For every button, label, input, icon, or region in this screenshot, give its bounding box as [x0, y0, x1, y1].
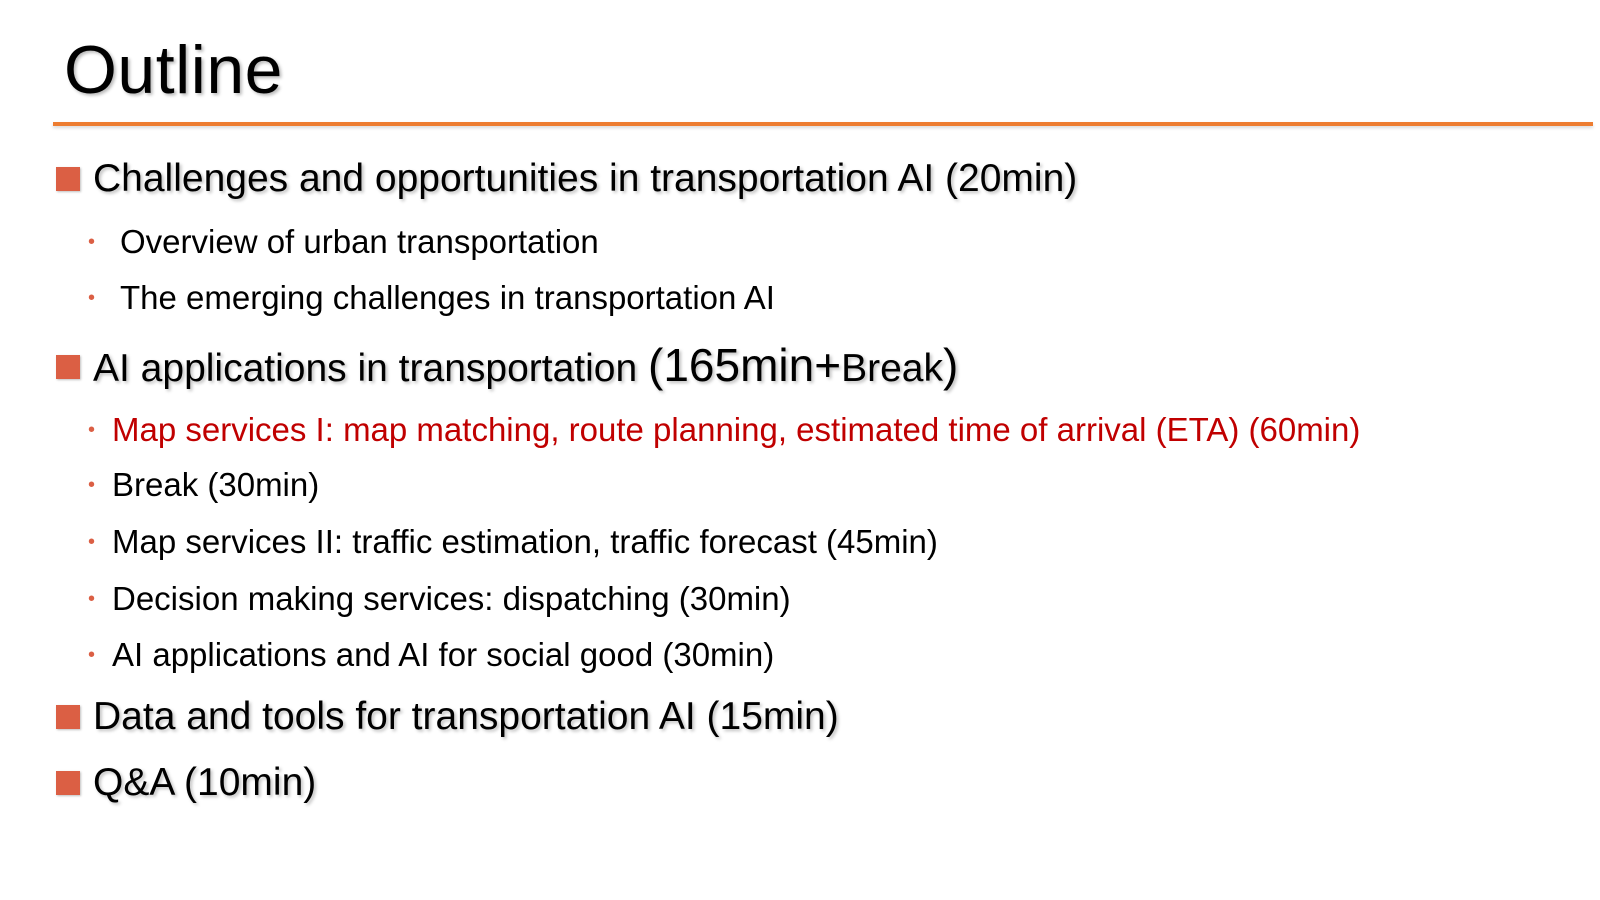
- section-label: Challenges and opportunities in transportation AI (20min): [93, 157, 1078, 200]
- dot-bullet-icon: •: [88, 419, 96, 441]
- dot-bullet-icon: •: [88, 644, 96, 666]
- section-label: Data and tools for transportation AI (15min): [93, 695, 839, 738]
- dot-bullet-icon: •: [88, 531, 96, 553]
- subitem-emerging-challenges: [88, 278, 775, 318]
- square-bullet-icon: [56, 167, 80, 191]
- section-label-break: Break: [841, 347, 943, 390]
- section-item-data-tools: [56, 693, 839, 741]
- section-label-main: AI applications in transportation: [93, 347, 648, 390]
- subitem-label-highlighted: Map services I: map matching, route planning, estimated time of arrival (ETA) (60min): [112, 411, 1361, 448]
- subitem-label: The emerging challenges in transportation AI: [120, 279, 775, 316]
- subitem-label: Decision making services: dispatching (30min): [112, 580, 791, 617]
- dot-bullet-icon: •: [88, 287, 96, 309]
- section-label-duration: (165min+: [648, 339, 842, 391]
- dot-bullet-icon: •: [88, 588, 96, 610]
- slide-title: Outline: [64, 32, 283, 108]
- square-bullet-icon: [56, 355, 80, 379]
- subitem-decision-making: [88, 579, 791, 619]
- subitem-social-good: [88, 635, 774, 675]
- square-bullet-icon: [56, 705, 80, 729]
- section-label: [93, 341, 958, 393]
- section-label: Q&A (10min): [93, 761, 317, 804]
- subitem-label: AI applications and AI for social good (30min): [112, 636, 775, 673]
- subitem-label: Map services II: traffic estimation, traffic forecast (45min): [112, 523, 938, 560]
- dot-bullet-icon: •: [88, 474, 96, 496]
- subitem-label: Break (30min): [112, 466, 320, 503]
- subitem-map-services-1: [88, 410, 1360, 450]
- section-item-ai-applications: [56, 339, 959, 391]
- section-label-close: ): [942, 339, 959, 391]
- section-item-challenges: [56, 155, 1077, 203]
- dot-bullet-icon: •: [88, 231, 96, 253]
- square-bullet-icon: [56, 771, 80, 795]
- section-item-qa: [56, 759, 316, 807]
- subitem-map-services-2: [88, 522, 938, 562]
- subitem-label: Overview of urban transportation: [120, 223, 599, 260]
- subitem-overview: [88, 222, 599, 262]
- subitem-break: [88, 465, 319, 505]
